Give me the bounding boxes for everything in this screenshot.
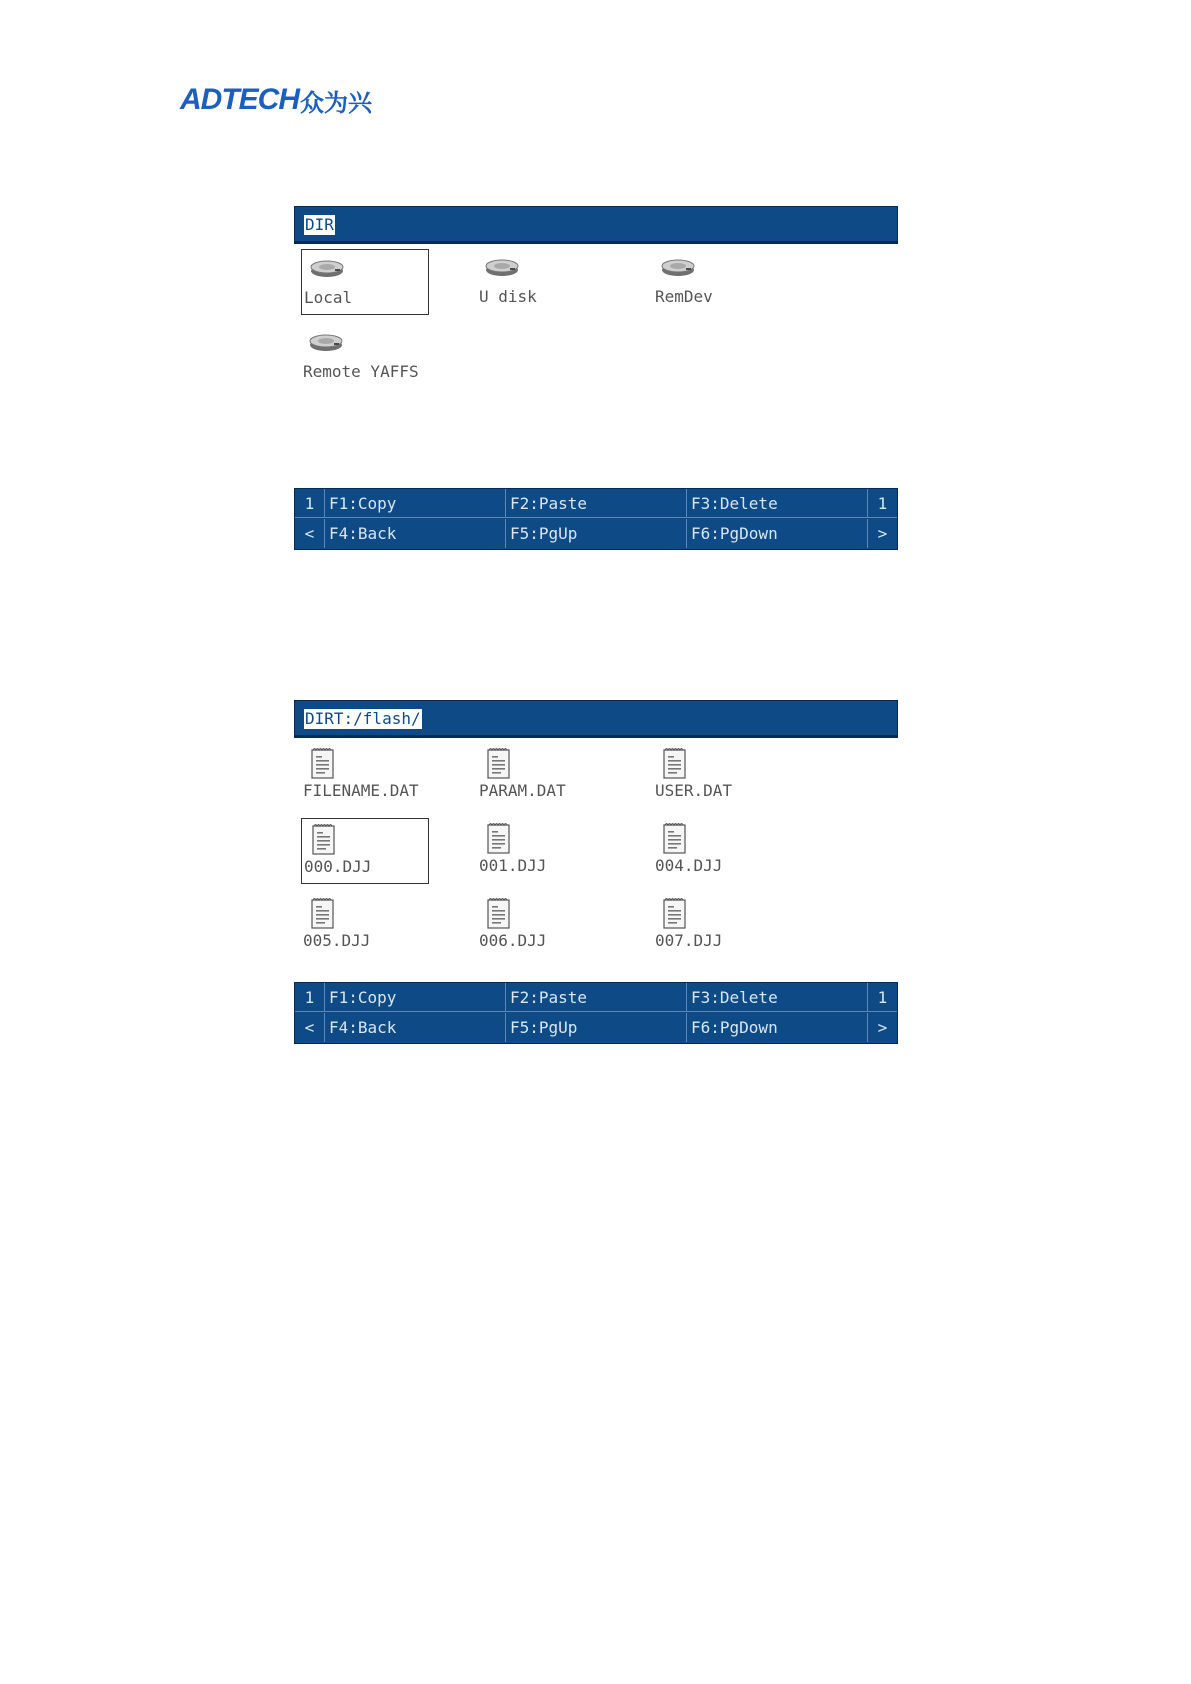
next-arrow-button[interactable]: >	[877, 1018, 888, 1037]
function-key-bar	[294, 982, 898, 1044]
file-label: 007.DJJ	[655, 931, 723, 950]
document-icon	[663, 747, 687, 783]
file-label: 006.DJJ	[479, 931, 547, 950]
file-item[interactable]	[477, 818, 605, 884]
disk-drive-icon	[660, 255, 696, 283]
file-item[interactable]	[653, 893, 781, 959]
f4-back-button[interactable]: F4:Back	[325, 1013, 506, 1042]
drive-label: RemDev	[655, 287, 713, 306]
drive-label: U disk	[479, 287, 537, 306]
file-item[interactable]	[477, 743, 605, 809]
page-indicator-right: 1	[868, 983, 897, 1012]
f2-paste-button[interactable]: F2:Paste	[506, 983, 687, 1012]
page-indicator-left: 1	[295, 489, 325, 518]
document-icon	[663, 822, 687, 858]
f3-delete-button[interactable]: F3:Delete	[687, 489, 868, 518]
document-icon	[311, 897, 335, 933]
file-label: 000.DJJ	[304, 857, 372, 876]
file-label: 001.DJJ	[479, 856, 547, 875]
f2-paste-button[interactable]: F2:Paste	[506, 489, 687, 518]
next-arrow-button[interactable]: >	[877, 524, 888, 543]
document-icon	[487, 897, 511, 933]
drive-label: Local	[304, 288, 353, 307]
title-bar	[294, 700, 898, 738]
file-item[interactable]	[653, 818, 781, 884]
prev-arrow-button[interactable]: <	[295, 519, 325, 548]
f3-delete-button[interactable]: F3:Delete	[687, 983, 868, 1012]
file-item[interactable]	[301, 743, 429, 809]
title-bar	[294, 206, 898, 244]
drive-item-remote-yaffs[interactable]	[301, 324, 429, 390]
f1-copy-button[interactable]: F1:Copy	[325, 983, 506, 1012]
file-item[interactable]	[477, 893, 605, 959]
f5-pgup-button[interactable]: F5:PgUp	[506, 519, 687, 548]
file-label: USER.DAT	[655, 781, 733, 800]
disk-drive-icon	[484, 255, 520, 283]
file-item[interactable]	[301, 893, 429, 959]
function-key-bar	[294, 488, 898, 550]
document-icon	[312, 823, 336, 859]
disk-drive-icon	[309, 256, 345, 284]
file-label: 004.DJJ	[655, 856, 723, 875]
document-icon	[311, 747, 335, 783]
file-label: FILENAME.DAT	[303, 781, 419, 800]
drive-item-remdev[interactable]	[653, 249, 781, 315]
window-title: DIR	[305, 215, 334, 234]
dir-screen	[294, 206, 898, 550]
drive-item-u-disk[interactable]	[477, 249, 605, 315]
drive-item-local[interactable]	[301, 249, 429, 315]
prev-arrow-button[interactable]: <	[295, 1013, 325, 1042]
f6-pgdown-button[interactable]: F6:PgDown	[687, 1013, 868, 1042]
file-label: PARAM.DAT	[479, 781, 566, 800]
flash-dir-screen	[294, 700, 898, 1044]
document-icon	[487, 822, 511, 858]
brand-logo	[180, 84, 372, 116]
drive-label: Remote YAFFS	[303, 362, 419, 381]
window-title: DIRT:/flash/	[305, 709, 421, 728]
document-icon	[663, 897, 687, 933]
logo-cjk-text: 众为兴	[300, 88, 372, 117]
page-indicator-left: 1	[295, 983, 325, 1012]
f4-back-button[interactable]: F4:Back	[325, 519, 506, 548]
disk-drive-icon	[308, 330, 344, 358]
f5-pgup-button[interactable]: F5:PgUp	[506, 1013, 687, 1042]
f6-pgdown-button[interactable]: F6:PgDown	[687, 519, 868, 548]
logo-text: ADTECH	[180, 83, 299, 116]
f1-copy-button[interactable]: F1:Copy	[325, 489, 506, 518]
file-label: 005.DJJ	[303, 931, 371, 950]
document-icon	[487, 747, 511, 783]
file-item[interactable]	[653, 743, 781, 809]
file-item[interactable]	[301, 818, 429, 884]
page-indicator-right: 1	[868, 489, 897, 518]
